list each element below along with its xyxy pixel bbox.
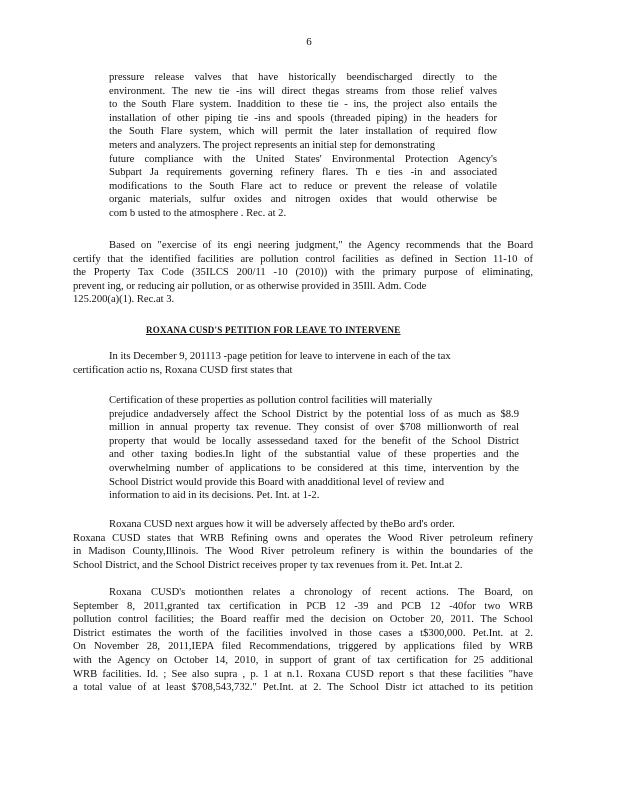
text-line: District estimates the worth of the facilities involved in those cases a t$300,000. Pet.Int. at 2. [73,627,533,639]
text-line: certification actio ns, Roxana CUSD first states that [73,364,293,376]
text-line: Roxana CUSD next argues how it will be adversely affected by theBo ard's order. [109,519,455,530]
text-line: Roxana CUSD's motionthen relates a chronology of recent actions. The Board, on [109,587,533,598]
text-line: and other taxing bodies.In light of the substantial value of these properties and the [109,449,519,461]
text-line: 125.200(a)(1). Rec.at 3. [73,294,175,306]
paragraph-agency-recommendation [73,239,533,307]
text-line: information to aid in its decisions. Pet. Int. at 1-2. [109,490,320,502]
text-line: School District, and the School District receives proper ty tax revenues from it. Pet. Int.at 2. [73,559,463,571]
paragraph-adverse-effect [73,518,533,572]
text-line: in Madison County,Illinois. The Wood River petroleum refinery is within the boundaries of the [73,546,533,558]
text-line: Subpart Ja requirements governing refinery flares. Th e ties -in and associated [109,167,497,179]
text-line: Certification of these properties as pollution control facilities will materially [109,395,433,406]
text-line: organic materials, sulfur oxides and nitrogen oxides that would otherwise be [109,194,497,206]
text-line: the South Flare system, which will permit the later installation of required flow [109,126,497,138]
text-line: pressure release valves that have historically beendischarged directly to the [109,72,497,83]
text-line: WRB facilities. Id. ; See also supra , p. 1 at n.1. Roxana CUSD report s that these facilities "have [73,668,533,680]
text-line: pollution control facilities; the Board reaffir med the decision on October 20, 2011. The School [73,614,533,626]
section-heading: ROXANA CUSD'S PETITION FOR LEAVE TO INTERVENE [146,325,401,335]
text-line: School District would provide this Board with anadditional level of review and [109,476,445,488]
text-line: meters and analyzers. The project represents an initial step for demonstrating [109,139,436,151]
paragraph-petition-intro [73,350,533,377]
text-line: com b usted to the atmosphere . Rec. at 2. [109,207,287,219]
text-line: the Property Tax Code (35ILCS 200/11 -10 (2010)) with the primary purpose of eliminating, [73,267,533,279]
text-line: environment. The new tie -ins will direct thegas streams from those relief valves [109,85,497,97]
text-line: with the Agency on October 14, 2010, in support of grant of tax certification for 25 additional [73,654,533,666]
block-quote-petition [109,394,519,503]
text-line: future compliance with the United States' Environmental Protection Agency's [109,153,497,165]
text-line: installation of other piping tie -ins and spools (threaded piping) in the headers for [109,112,497,124]
text-line: modifications to the South Flare act to reduce or prevent the release of volatile [109,180,497,192]
text-line: prejudice andadversely affect the School District by the potential loss of as much as $8.9 [109,408,519,420]
page-number: 6 [306,36,312,48]
text-line: to the South Flare system. Inaddition to these tie - ins, the project also entails the [109,99,497,111]
text-line: certify that the identified facilities are pollution control facilities as defined in Section 11-10 of [73,253,533,265]
text-line: September 8, 2011,granted tax certification in PCB 12 -39 and PCB 12 -40for two WRB [73,600,533,612]
text-line: In its December 9, 201113 -page petition for leave to intervene in each of the tax [109,351,451,362]
text-line: million in annual property tax revenue. They consist of over $708 millionworth of real [109,422,519,434]
text-line: overwhelming number of applications to be considered at this time, intervention by the [109,462,519,474]
block-quote-project-description [109,71,497,221]
text-line: a total value of at least $708,543,732." Pet.Int. at 2. The School Distr ict attached to its petition [73,682,533,694]
text-line: Based on "exercise of its engi neering judgment," the Agency recommends that the Board [109,240,533,251]
text-line: On November 28, 2011,IEPA filed Recommendations, triggered by applications filed by WRB [73,641,533,653]
text-line: Roxana CUSD states that WRB Refining owns and operates the Wood River petroleum refinery [73,532,533,544]
paragraph-chronology [73,586,533,695]
text-line: property that would be locally assessedand taxed for the benefit of the School District [109,435,519,447]
text-line: prevent ing, or reducing air pollution, or as otherwise provided in 35Ill. Adm. Code [73,280,427,292]
